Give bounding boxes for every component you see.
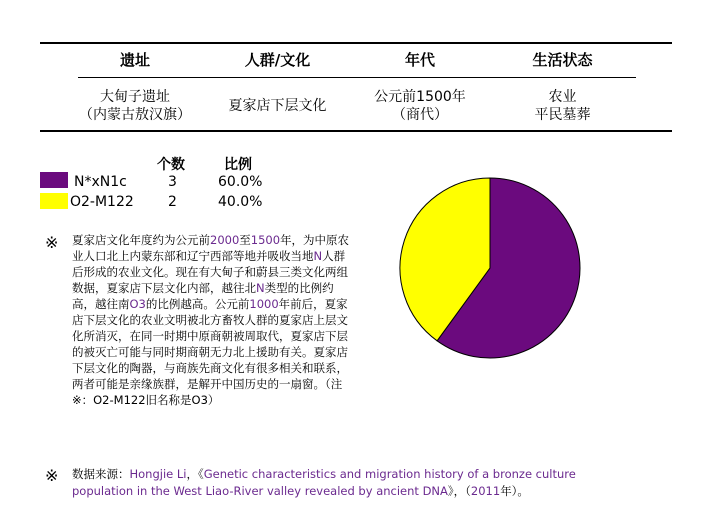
age-value: 公元前1500年 xyxy=(374,89,466,105)
table-bottom-rule xyxy=(40,130,672,132)
legend-swatch-o2 xyxy=(40,193,68,209)
site-location: （内蒙古敖汉旗） xyxy=(79,107,191,123)
source-open: 《 xyxy=(198,467,204,481)
source-end: 年）。 xyxy=(500,484,529,498)
note-haplo-n-1: N xyxy=(313,249,323,263)
site-cell xyxy=(70,88,200,124)
legend-count-header: 个数 xyxy=(157,157,185,173)
source-citation xyxy=(72,466,612,500)
source-author: Hongjie Li xyxy=(129,467,187,481)
legend-label-n: N*xN1c xyxy=(74,174,127,190)
note-text-4: 人群后形成的农业文化。现在有大甸子和蔚县三类文化两组数据，夏家店下层文化内部，越往北 xyxy=(72,249,348,295)
note-text-5: 类型的比例约高，越往南 xyxy=(72,281,334,311)
note-text-3: 年，为中原农业人口北上内蒙东部和辽宁西部等地并吸收当地 xyxy=(72,233,350,263)
legend-swatch-n xyxy=(40,172,68,188)
header-culture: 人群/文化 xyxy=(244,51,311,69)
life-type: 农业 xyxy=(548,89,577,105)
legend-count-o2: 2 xyxy=(168,194,177,210)
age-cell xyxy=(355,88,485,124)
note-year-3: 1000 xyxy=(249,297,279,311)
note-text-2: 至 xyxy=(239,233,251,247)
source-close: 》，（ xyxy=(447,484,471,498)
note-marker: ※ xyxy=(45,233,59,252)
life-cell xyxy=(500,88,625,124)
note-text-7: 年前后，夏家店下层文化的农业文明被北方畜牧人群的夏家店上层文化所消灭，在同一时期中原商朝被周取代，夏家店下层的被灭亡可能与同时期商朝无力北上援助有关。夏家店下层文化的陶器，与商族先商文化有很多相关和联系，两者可能是亲缘族群，是解开中国历史的一扇窗。（注※：O2-M122旧名称是O3） xyxy=(72,297,348,407)
note-year-2: 1500 xyxy=(250,233,281,247)
header-age: 年代 xyxy=(404,51,435,69)
header-life: 生活状态 xyxy=(532,51,593,69)
legend-count-n: 3 xyxy=(168,174,177,190)
source-title: Genetic characteristics and migration history of a bronze culture population in the West Liao-River valley revealed by ancient DNA xyxy=(72,467,576,498)
legend-ratio-n: 60.0% xyxy=(218,174,263,190)
culture-cell: 夏家店下层文化 xyxy=(228,98,327,114)
pie-chart xyxy=(390,168,590,368)
age-dynasty: （商代） xyxy=(392,107,448,123)
life-burial: 平民墓葬 xyxy=(534,107,591,123)
site-name: 大甸子遗址 xyxy=(100,89,170,105)
source-marker: ※ xyxy=(45,466,59,485)
legend-ratio-o2: 40.0% xyxy=(218,194,263,210)
table-top-rule xyxy=(40,42,672,44)
note-haplo-n-2: N xyxy=(256,281,265,295)
note-year-1: 2000 xyxy=(210,233,240,247)
legend-ratio-header: 比例 xyxy=(224,157,252,173)
header-site: 遗址 xyxy=(119,51,150,69)
source-sep: ， xyxy=(186,467,198,481)
source-prefix: 数据来源： xyxy=(72,467,130,481)
note-haplo-o3: O3 xyxy=(129,297,146,311)
table-header-rule xyxy=(78,77,636,78)
note-text-1: 夏家店文化年度约为公元前 xyxy=(72,233,210,247)
legend-label-o2: O2-M122 xyxy=(70,194,134,210)
note-text-6: 的比例越高。公元前 xyxy=(145,297,250,311)
note-paragraph xyxy=(72,232,350,408)
source-year: 2011 xyxy=(470,484,501,498)
